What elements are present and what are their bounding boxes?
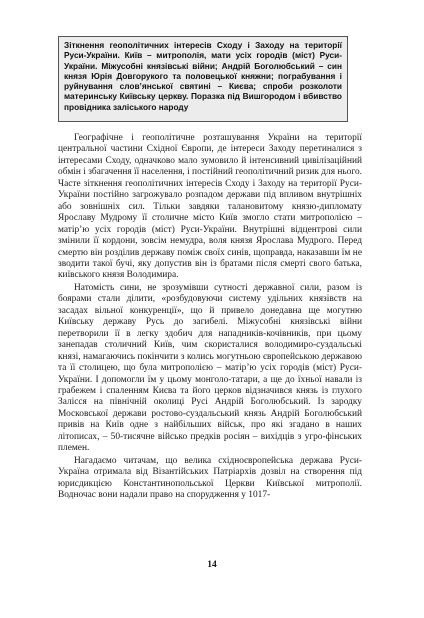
chapter-summary-box [58,36,348,122]
paragraph: Географічне і геополітичне розташування України на території центральної частини Східної Європи, де інтереси Заходу перетиналися з інтересами Сходу, одначково мало зумовило й інтенсивний цивілізаційний обмін і збагачення її населення, і постійний геополітичний ризик для нього. Часте зіткнення геополітичних інтересів Сходу і Заходу на території Руси-України постійно загрожувало розпадом держави під впливом внутрішніх або зовнішніх сил. Тільки завдяки талановитому князю-дипломату Ярославу Мудрому її столичне місто Київ змогло стати митрополією – матір’ю усіх городів (міст) Руси-України. Внутрішні відцентрові сили змінили її кордони, зовсім немудра, воля князя Ярослава Мудрого. Перед смертю він розділив державу поміж своїх синів, щоправда, наказавши їм не зводити такої бучі, яку допустив він із братами після смерті свого батька, київського князя Володимира. [58,133,362,281]
paragraph: Нагадаємо читачам, що велика східноєвропейська держава Руси-Україна отримала від Візантійських Патріархів дозвіл на створення під юрисдикцією Константинопольської Церкви Київської митрополії. Водночас вони надали право на спорудження у 1017- [58,455,362,501]
main-text [58,133,362,503]
paragraph: Натомість сини, не зрозумівши сутності державної сили, разом із боярами стали ділити, «розбудовуючи систему удільних князівств на засадах вільної конкуренції», що й привело донедавна ще могутню Київську державу Русь до загибелі. Міжусобні князівські війни перетворили її в легку здобич для нападників-кочівників, при цьому занепадав столичний Київ, чим скористалися володимиро-суздальські князі, намагаючись покінчити з колись могутньою європейською державою та її столицею, що була митрополією – матір’ю усіх городів (міст) Руси-України. І допомогли їм у цьому монголо-татари, а ще до їхньої навали із грабежем і спаленням Києва та його церков відзначився князь із глухого Залісся на північній околиці Русі Андрій Боголюбський. Із зародку Московської держави ростово-суздальський князь Андрій Боголюбський привів на Київ одне з найбільших військ, про які згадано в наших літописах, – 50-тисячне військо предків росіян – вихідців з угро-фінських племен. [58,282,362,454]
chapter-summary-text: Зіткнення геополітичних інтересів Сходу і Заходу на території Руси-України. Київ – митрополія, мати усіх городів (міст) Руси-України. Міжусобні князівські війни; Андрій Боголюбський – син князя Юрія Довгорукого та половецької княжни; пограбування і руйнування слов’янської святині – Києва; спроби розколоти материнську Київську церкву. Поразка під Вишгородом і вбивство провідника заліського народу [64,40,342,112]
page-number: 14 [207,560,217,570]
